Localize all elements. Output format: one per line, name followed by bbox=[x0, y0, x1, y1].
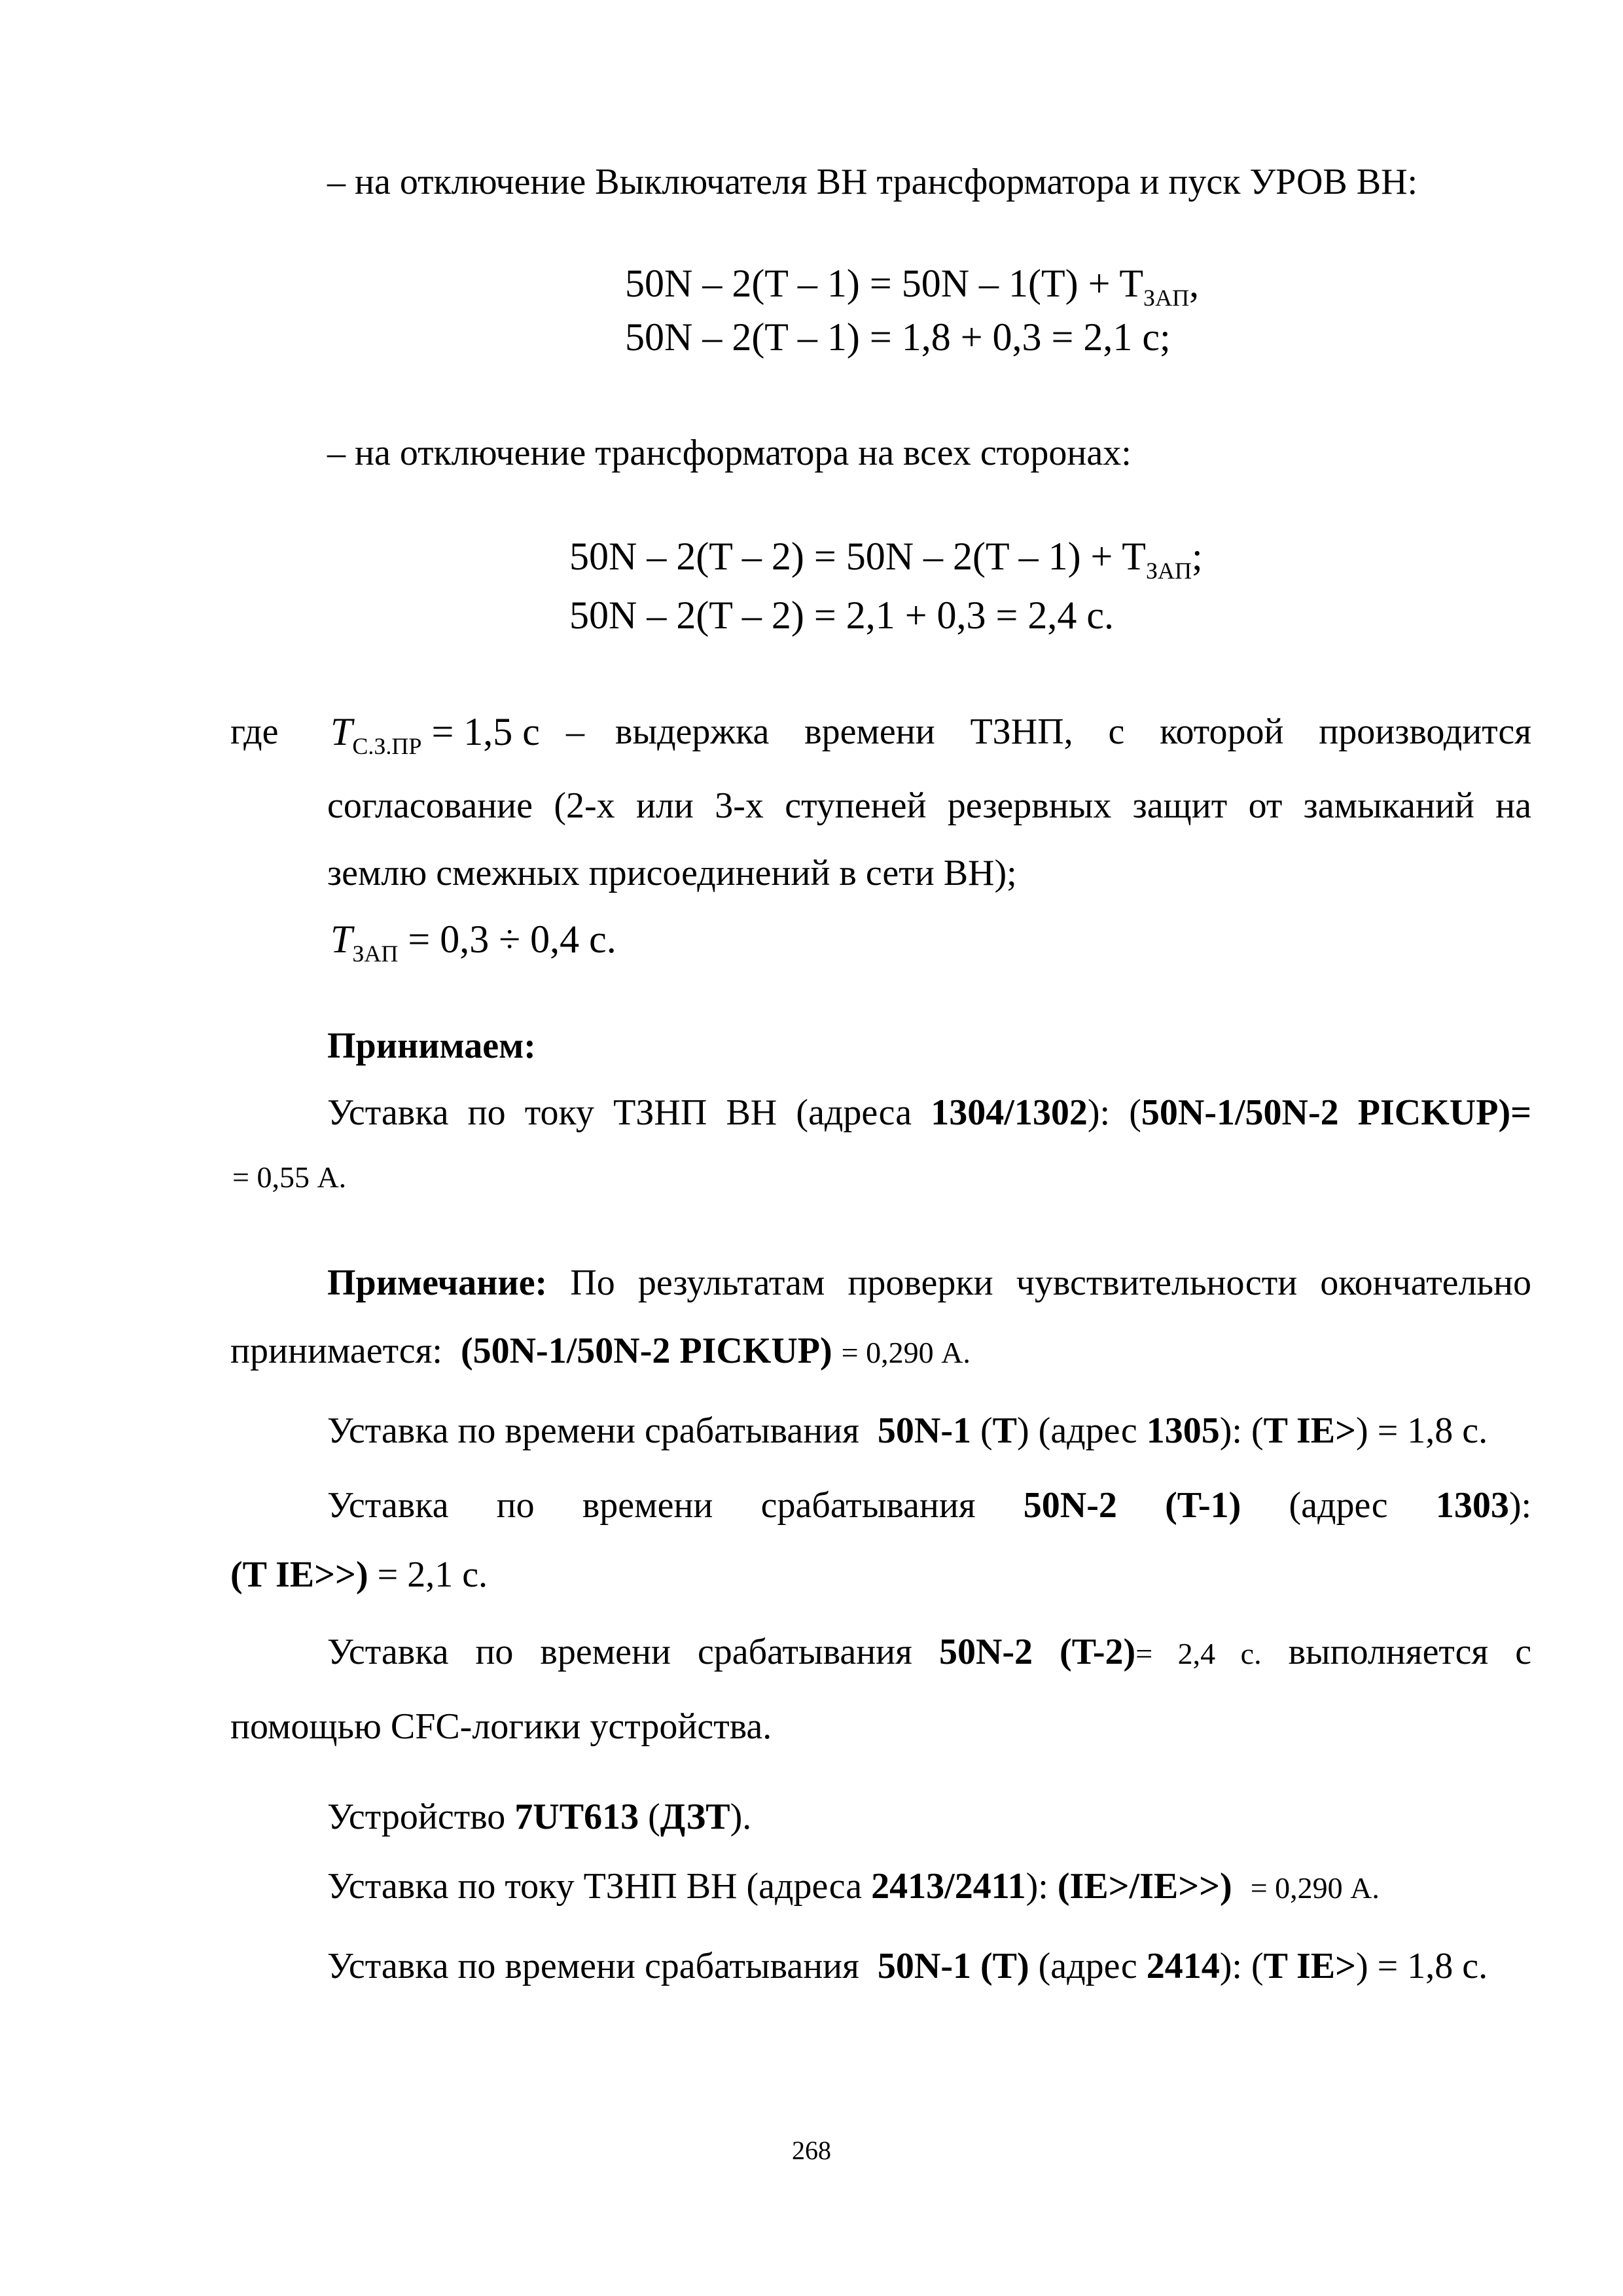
time-setting-3: Уставка по времени срабатывания 50N-2 (T-2)= 2,4 с. выполняется с bbox=[327, 1632, 1532, 1672]
accept-heading: Принимаем: bbox=[327, 1026, 536, 1066]
equation-3: $50N - 2(T - 2) = 50N - 2(T - 1) + T_{ЗАП}$; bbox=[569, 535, 1203, 584]
page-number: 268 bbox=[792, 2136, 831, 2165]
where-line-2: согласование (2-х или 3-х ступеней резервных защит от замыканий на bbox=[327, 785, 1531, 826]
list-item-transformer-trip: – на отключение трансформатора на всех сторонах: bbox=[327, 433, 1132, 473]
setting-current-value: = 0,55 А. bbox=[232, 1160, 347, 1194]
t-zap-equation: $T_{ЗАП} = 0,3 \div 0,4$ с. bbox=[330, 918, 616, 967]
where-line-3: землю смежных присоединений в сети ВН); bbox=[327, 853, 1017, 893]
device-line: Устройство 7UT613 (ДЗТ). bbox=[327, 1797, 752, 1837]
note-line-2: принимается: (50N-1/50N-2 PICKUP) = 0,290 А. bbox=[230, 1331, 971, 1371]
where-label: где bbox=[230, 711, 279, 752]
equation-4: 50N – 2(T – 2) = 2,1 + 0,3 = 2,4 с. bbox=[569, 594, 1115, 637]
list-item-breaker-trip: – на отключение Выключателя ВН трансформатора и пуск УРОВ ВН: bbox=[327, 162, 1418, 202]
time-setting-2: Уставка по времени срабатывания 50N-2 (T-1) (адрес 1303): bbox=[327, 1485, 1532, 1526]
time-setting-2-line-2: (T IE>>) = 2,1 с. bbox=[230, 1554, 488, 1595]
equation-1: $50N - 2(T - 1) = 50N - 1(T) + T_{ЗАП}$, bbox=[625, 262, 1200, 311]
equation-2: 50N – 2(T – 1) = 1,8 + 0,3 = 2,1 с; bbox=[625, 315, 1171, 359]
time-setting-3-line-2: помощью CFC-логики устройства. bbox=[230, 1706, 772, 1747]
device-time-setting: Уставка по времени срабатывания 50N-1 (T) (адрес 2414): (T IE>) = 1,8 с. bbox=[327, 1946, 1488, 1986]
time-setting-1: Уставка по времени срабатывания 50N-1 (T) (адрес 1305): (T IE>) = 1,8 с. bbox=[327, 1410, 1488, 1451]
note: Примечание: По результатам проверки чувствительности окончательно bbox=[327, 1263, 1531, 1303]
where-definition: выдержка времени ТЗНП, с которой производится bbox=[615, 711, 1531, 752]
setting-current: Уставка по току ТЗНП ВН (адреса 1304/1302): (50N-1/50N-2 PICKUP)= bbox=[327, 1092, 1532, 1133]
t-cz-equation: $T_{С.З.ПР} = 1,5$ с bbox=[330, 710, 540, 759]
device-current-setting: Уставка по току ТЗНП ВН (адреса 2413/2411): (IE>/IE>>) = 0,290 А. bbox=[327, 1866, 1380, 1907]
where-dash: – bbox=[566, 711, 584, 752]
